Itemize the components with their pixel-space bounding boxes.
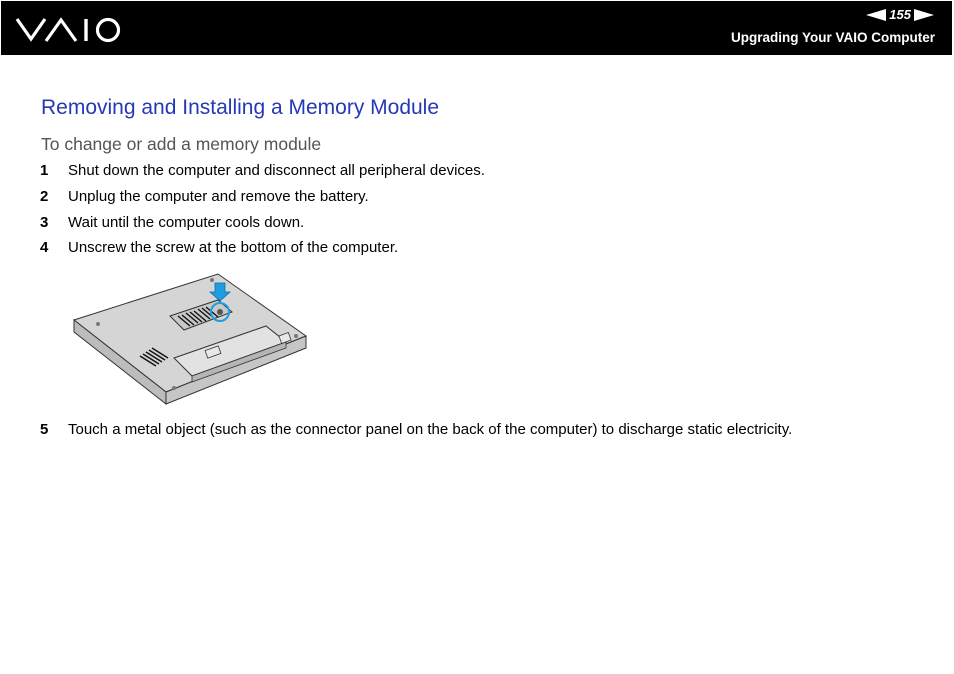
page-number: 155 <box>889 7 911 22</box>
laptop-bottom-screw-illustration <box>70 270 310 408</box>
page-header <box>1 1 952 55</box>
vaio-logo <box>15 15 123 45</box>
procedure-subtitle: To change or add a memory module <box>41 134 322 154</box>
header-title: Upgrading Your VAIO Computer <box>730 30 935 45</box>
prev-page-arrow-icon[interactable] <box>866 9 886 21</box>
step-text: Shut down the computer and disconnect all peripheral devices. <box>68 162 485 179</box>
step-number: 5 <box>40 421 49 438</box>
section-title: Removing and Installing a Memory Module <box>41 96 440 119</box>
next-page-arrow-icon[interactable] <box>914 9 934 21</box>
step-text: Touch a metal object (such as the connector panel on the back of the computer) to discharge static electricity. <box>68 421 793 438</box>
page-navigation <box>866 7 934 23</box>
step-text: Unplug the computer and remove the battery. <box>68 188 369 205</box>
step-text: Unscrew the screw at the bottom of the computer. <box>68 239 399 256</box>
step-number: 1 <box>40 162 49 179</box>
step-number: 2 <box>40 188 49 205</box>
step-number: 3 <box>40 214 49 231</box>
step-number: 4 <box>40 239 49 256</box>
step-text: Wait until the computer cools down. <box>68 214 305 231</box>
